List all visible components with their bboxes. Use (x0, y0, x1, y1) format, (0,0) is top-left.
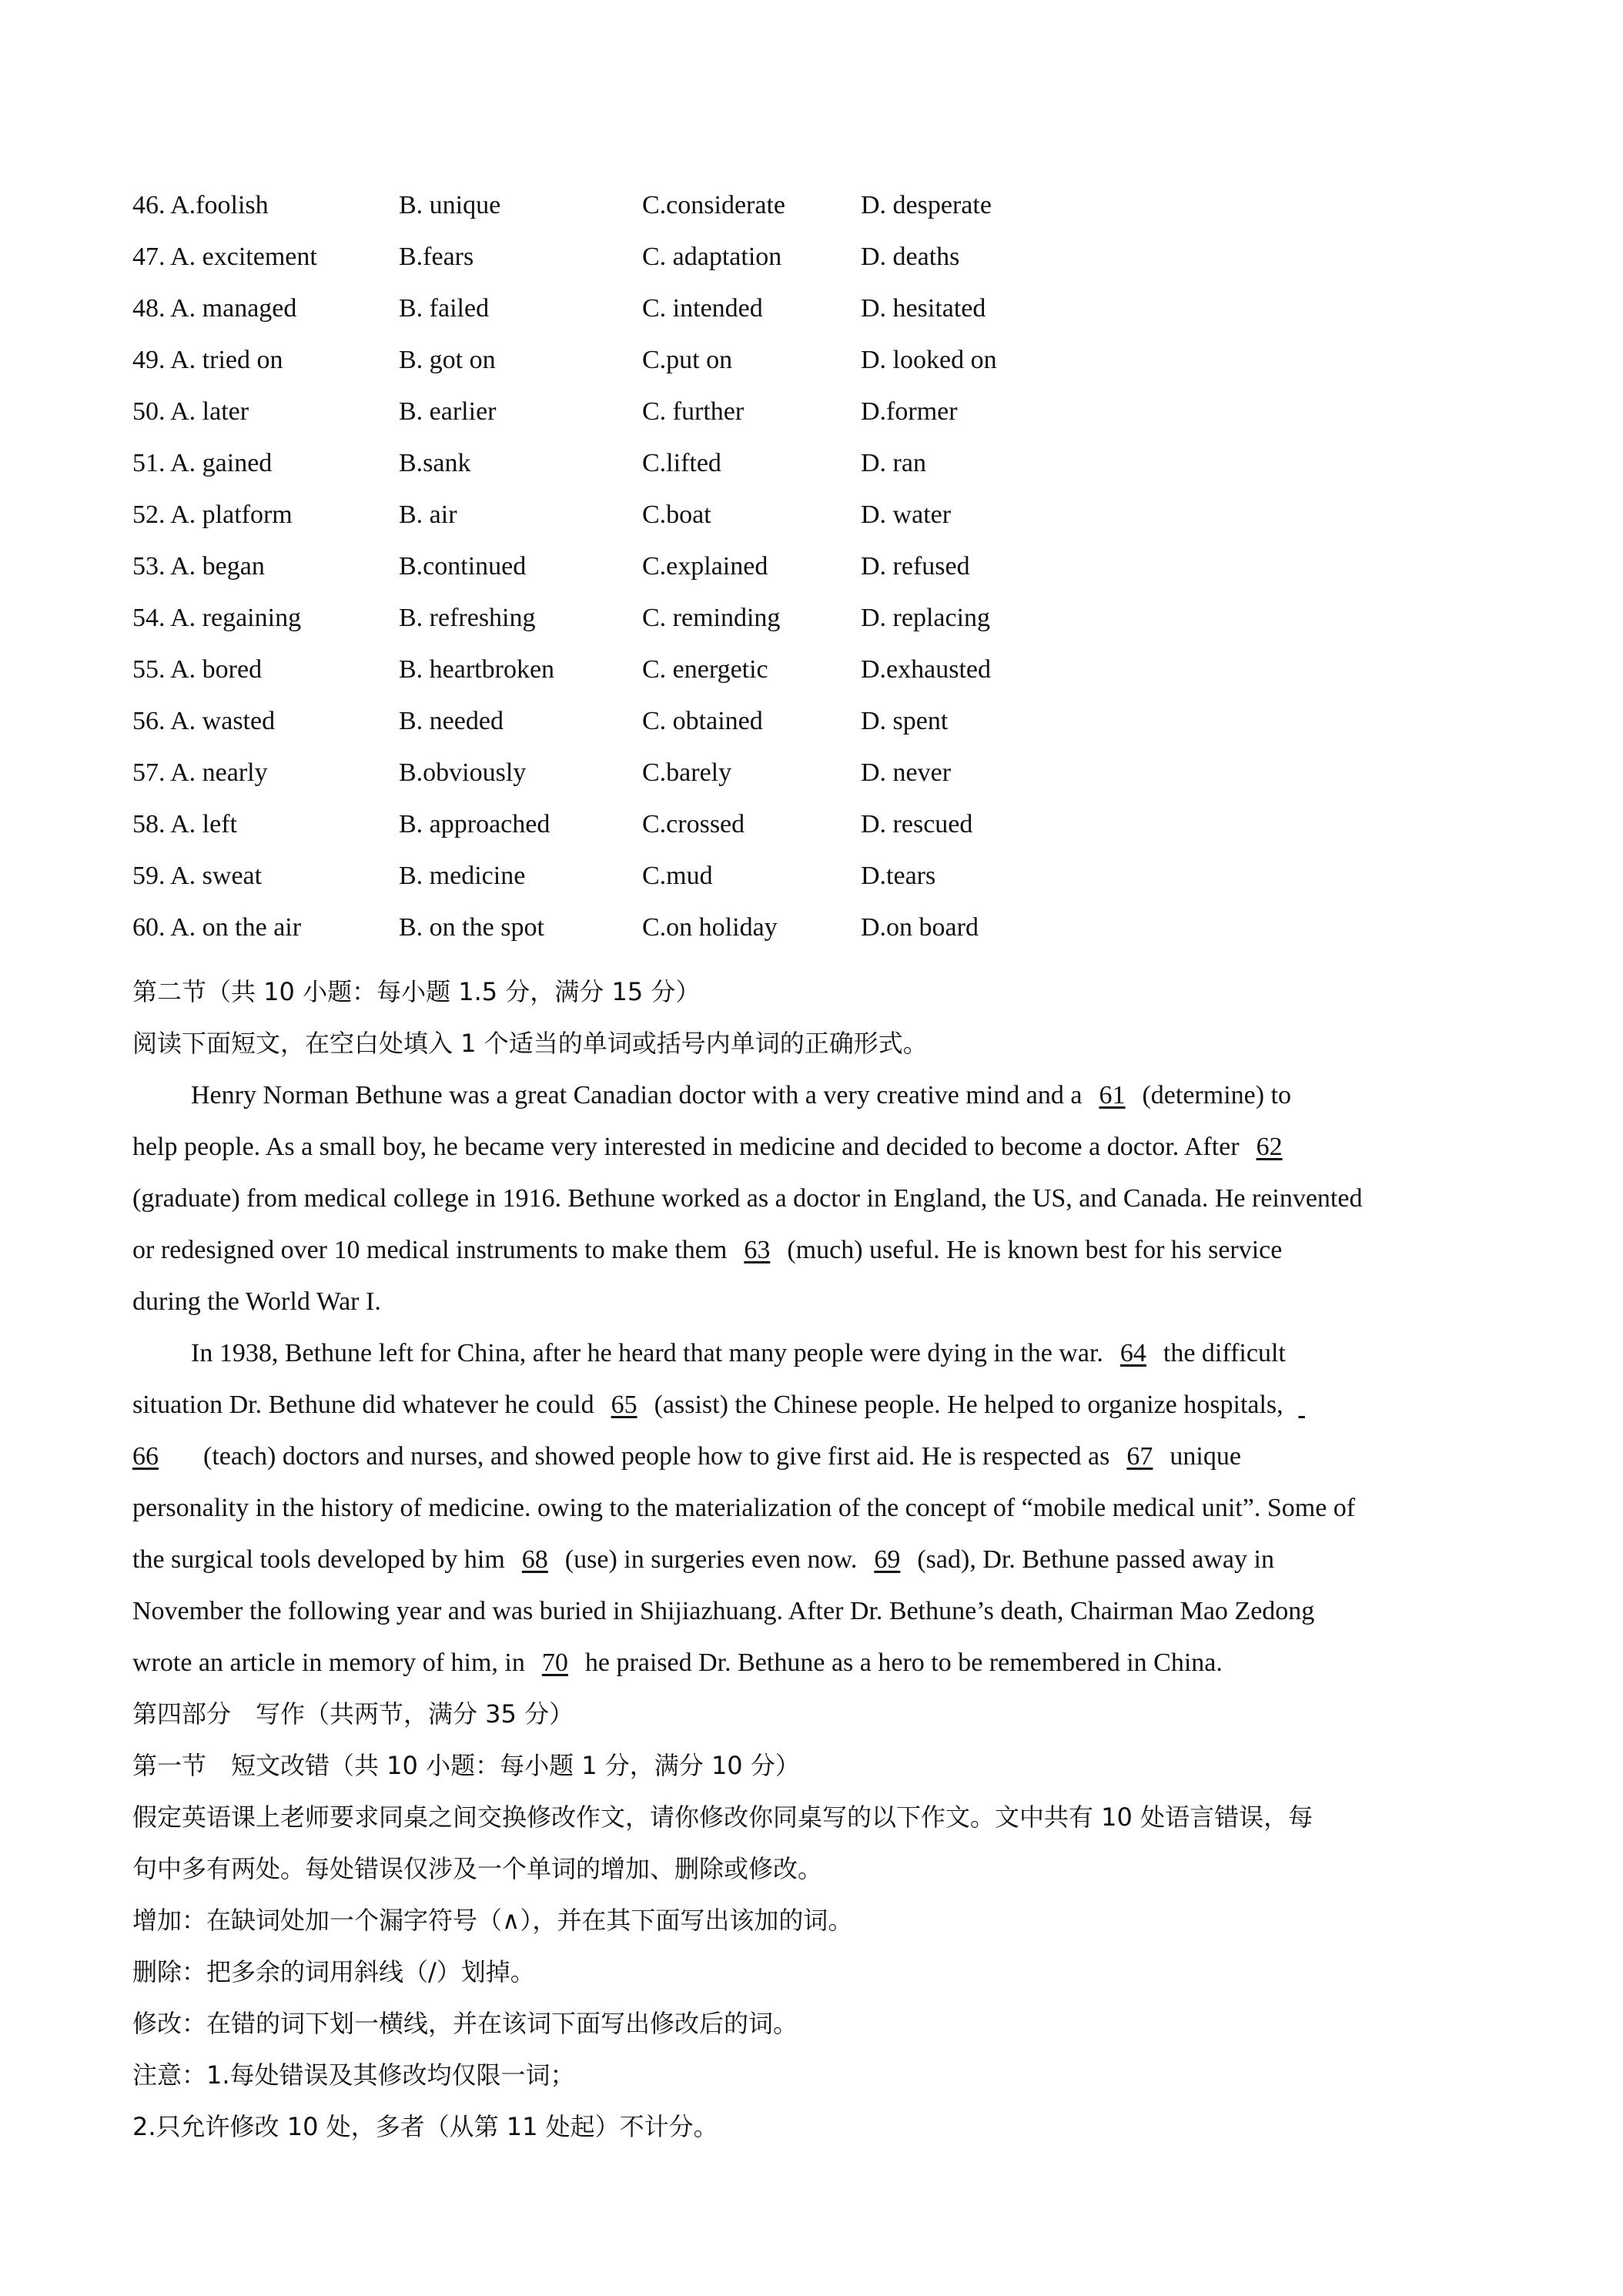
option-a: A. managed (170, 294, 297, 323)
blank-70: 70 (541, 1648, 568, 1677)
passage-text: he praised Dr. Bethune as a hero to be remembered in China. (584, 1648, 1223, 1677)
passage-text: during the World War I. (132, 1287, 381, 1316)
option-a: A. excitement (170, 243, 317, 271)
blank-69: 69 (874, 1545, 901, 1574)
question-number: 46. (132, 191, 166, 219)
option-b: B. unique (399, 191, 501, 219)
option-b: B.fears (399, 243, 474, 271)
question-number: 58. (132, 810, 166, 838)
instruction-line: 假定英语课上老师要求同桌之间交换修改作文，请你修改你同桌写的以下作文。文中共有 10 处语言错误，每 (132, 1802, 1313, 1832)
section-one-title: 第一节 短文改错（共 10 小题：每小题 1 分，满分 10 分） (132, 1751, 800, 1780)
passage-text: or redesigned over 10 medical instruments to make them (132, 1236, 728, 1264)
option-b: B. failed (399, 294, 490, 323)
option-d: D. water (861, 500, 952, 529)
note-line: 注意：1.每处错误及其修改均仅限一词； (132, 2060, 575, 2090)
blank-61: 61 (1099, 1081, 1126, 1110)
option-a: A.foolish (170, 191, 269, 219)
modify-rule: 修改：在错的词下划一横线，并在该词下面写出修改后的词。 (132, 2009, 798, 2038)
passage-text: (much) useful. He is known best for his service (787, 1236, 1283, 1264)
passage-text: In 1938, Bethune left for China, after he heard that many people were dying in the war. (191, 1339, 1103, 1367)
option-d: D. ran (861, 449, 926, 477)
blank-63: 63 (744, 1236, 771, 1264)
option-c: C. further (642, 397, 745, 426)
blank-66-start (1283, 1379, 1320, 1431)
option-a: A. began (170, 552, 265, 581)
option-c: C.barely (642, 758, 732, 787)
option-c: C. obtained (642, 707, 763, 735)
question-number: 55. (132, 655, 166, 684)
passage-text: the surgical tools developed by him (132, 1545, 505, 1574)
option-d: D. hesitated (861, 294, 986, 323)
question-number: 51. (132, 449, 166, 477)
passage-text: (sad), Dr. Bethune passed away in (917, 1545, 1274, 1574)
question-number: 48. (132, 294, 166, 323)
blank-68: 68 (521, 1545, 548, 1574)
passage-text: November the following year and was buried in Shijiazhuang. After Dr. Bethune’s death, Chairman Mao Zedong (132, 1597, 1315, 1625)
add-rule: 增加：在缺词处加一个漏字符号（∧），并在其下面写出该加的词。 (132, 1906, 853, 1935)
option-c: C.put on (642, 346, 733, 374)
option-b: B. earlier (399, 397, 497, 426)
option-b: B. refreshing (399, 604, 536, 632)
question-number: 50. (132, 397, 166, 426)
passage-text: (use) in surgeries even now. (564, 1545, 858, 1574)
blank-65: 65 (611, 1391, 637, 1419)
part-four-title: 第四部分 写作（共两节，满分 35 分） (132, 1699, 574, 1729)
option-c: C.lifted (642, 449, 721, 477)
question-number: 54. (132, 604, 166, 632)
passage-text: wrote an article in memory of him, in (132, 1648, 525, 1677)
option-b: B. air (399, 500, 457, 529)
option-c: C.boat (642, 500, 711, 529)
option-a: A. left (170, 810, 237, 838)
passage-text: situation Dr. Bethune did whatever he could (132, 1391, 594, 1419)
option-d: D.former (861, 397, 958, 426)
question-number: 47. (132, 243, 166, 271)
section-two-instruction: 阅读下面短文，在空白处填入 1 个适当的单词或括号内单词的正确形式。 (132, 1029, 928, 1058)
option-c: C.crossed (642, 810, 745, 838)
delete-rule: 删除：把多余的词用斜线（/）划掉。 (132, 1957, 535, 1986)
option-a: A. later (170, 397, 249, 426)
option-b: B. on the spot (399, 913, 544, 942)
option-d: D. replacing (861, 604, 991, 632)
option-b: B. approached (399, 810, 550, 838)
option-b: B.sank (399, 449, 471, 477)
blank-66: 66 (132, 1442, 159, 1471)
question-number: 59. (132, 862, 166, 890)
section-two-content (132, 966, 1498, 2153)
option-c: C. reminding (642, 604, 781, 632)
option-c: C. intended (642, 294, 763, 323)
question-number: 52. (132, 500, 166, 529)
passage-text: unique (1170, 1442, 1241, 1471)
option-c: C.mud (642, 862, 713, 890)
option-c: C.explained (642, 552, 768, 581)
option-a: A. gained (170, 449, 273, 477)
option-b: B. heartbroken (399, 655, 555, 684)
option-a: A. regaining (170, 604, 302, 632)
question-number: 57. (132, 758, 166, 787)
option-d: D. refused (861, 552, 970, 581)
option-a: A. nearly (170, 758, 268, 787)
option-b: B.obviously (399, 758, 527, 787)
option-d: D. never (861, 758, 952, 787)
option-a: A. tried on (170, 346, 283, 374)
passage-paragraph-2 (132, 1327, 1498, 1689)
passage-text: (assist) the Chinese people. He helped to organize hospitals, (654, 1391, 1283, 1419)
option-c: C.considerate (642, 191, 785, 219)
section-two-title: 第二节（共 10 小题：每小题 1.5 分，满分 15 分） (132, 977, 701, 1006)
instruction-line: 句中多有两处。每处错误仅涉及一个单词的增加、删除或修改。 (132, 1854, 823, 1883)
option-b: B.continued (399, 552, 527, 581)
option-b: B. needed (399, 707, 504, 735)
passage-text: (determine) to (1142, 1081, 1291, 1110)
option-d: D.exhausted (861, 655, 992, 684)
option-a: A. platform (170, 500, 293, 529)
passage-text: the difficult (1163, 1339, 1286, 1367)
option-a: A. wasted (170, 707, 276, 735)
passage-text: help people. As a small boy, he became very interested in medicine and decided to become a doctor. After (132, 1133, 1240, 1161)
option-d: D.tears (861, 862, 936, 890)
option-d: D. spent (861, 707, 949, 735)
option-c: C. adaptation (642, 243, 782, 271)
blank-62: 62 (1256, 1133, 1283, 1161)
question-number: 53. (132, 552, 166, 581)
passage-text: (graduate) from medical college in 1916. Bethune worked as a doctor in England, the US, and Canada. He reinvented (132, 1184, 1363, 1213)
blank-67: 67 (1126, 1442, 1153, 1471)
option-c: C.on holiday (642, 913, 778, 942)
option-a: A. bored (170, 655, 263, 684)
option-d: D. desperate (861, 191, 992, 219)
question-number: 56. (132, 707, 166, 735)
note-line: 2.只允许修改 10 处，多者（从第 11 处起）不计分。 (132, 2112, 718, 2141)
passage-text: (teach) doctors and nurses, and showed people how to give first aid. He is respected as (203, 1442, 1110, 1471)
option-d: D. rescued (861, 810, 973, 838)
question-number: 60. (132, 913, 166, 942)
option-d: D. looked on (861, 346, 997, 374)
passage-text: Henry Norman Bethune was a great Canadian doctor with a very creative mind and a (191, 1081, 1083, 1110)
option-a: A. sweat (170, 862, 263, 890)
option-a: A. on the air (170, 913, 302, 942)
option-b: B. medicine (399, 862, 526, 890)
option-b: B. got on (399, 346, 496, 374)
option-c: C. energetic (642, 655, 768, 684)
passage-paragraph-1 (132, 1069, 1498, 1327)
option-d: D.on board (861, 913, 979, 942)
option-d: D. deaths (861, 243, 960, 271)
passage-text: personality in the history of medicine. owing to the materialization of the concept of “mobile medical unit”. Some of (132, 1494, 1356, 1522)
question-number: 49. (132, 346, 166, 374)
blank-64: 64 (1119, 1339, 1146, 1367)
